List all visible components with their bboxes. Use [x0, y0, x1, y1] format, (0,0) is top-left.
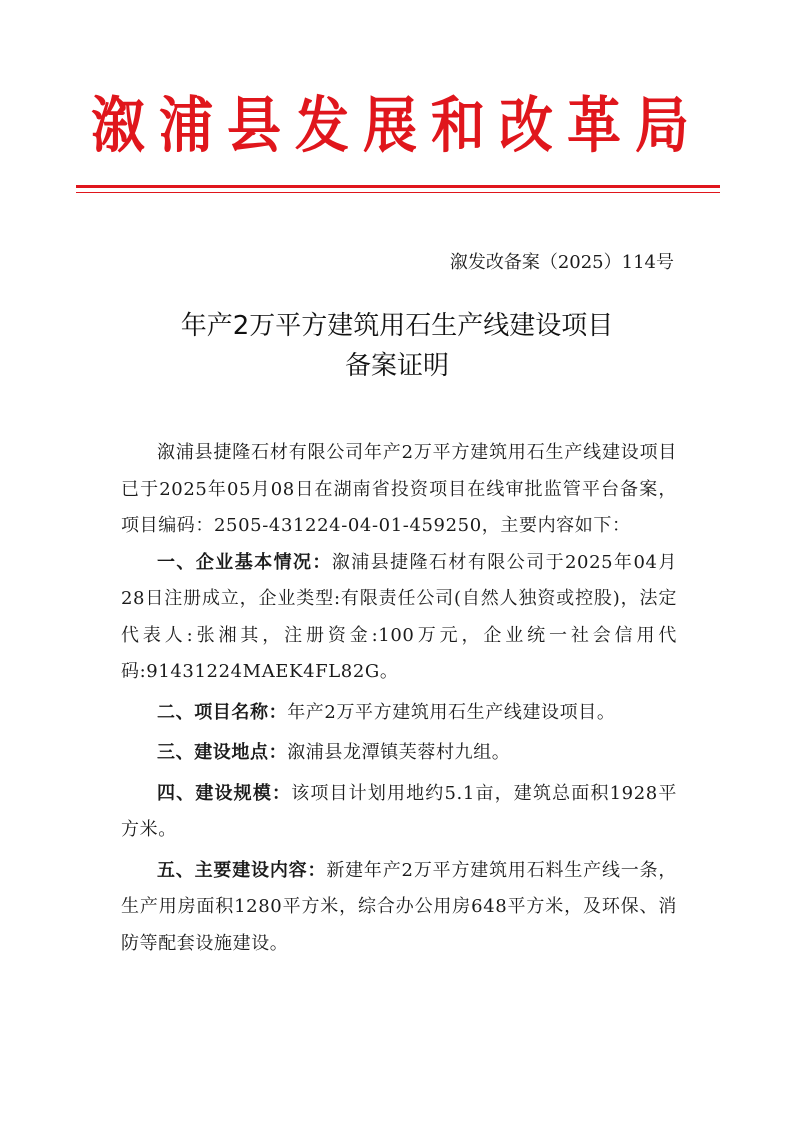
section-text: 溆浦县捷隆石材有限公司于2025年04月28日注册成立，企业类型:有限责任公司(自然人独资或控股)，法定代表人:张湘其，注册资金:100万元，企业统一社会信用代码:91431224MAEK4FL82G。 — [121, 551, 677, 682]
issuing-authority-header: 溆浦县发展和改革局 — [91, 90, 703, 161]
section-location — [121, 735, 677, 772]
document-title-line-1: 年产2万平方建筑用石生产线建设项目 — [180, 311, 614, 341]
section-label: 二、项目名称： — [157, 701, 288, 723]
section-text: 新建年产2万平方建筑用石料生产线一条，生产用房面积1280平方米，综合办公用房648平方米，及环保、消防等配套设施建设。 — [121, 859, 677, 954]
document-title-line-2: 备案证明 — [344, 351, 449, 381]
header-divider-thick — [76, 185, 720, 188]
document-number: 溆发改备案（2025）114号 — [449, 252, 674, 273]
section-main-content — [121, 853, 677, 963]
section-label: 一、企业基本情况： — [157, 551, 332, 573]
section-scale — [121, 776, 677, 849]
intro-paragraph: 溆浦县捷隆石材有限公司年产2万平方建筑用石生产线建设项目已于2025年05月08日在湖南省投资项目在线审批监管平台备案，项目编码：2505-431224-04-01-459250，主要内容如下： — [121, 442, 677, 536]
document-title — [0, 306, 794, 386]
section-label: 五、主要建设内容： — [157, 859, 327, 881]
section-enterprise-info — [121, 545, 677, 691]
section-project-name — [121, 695, 677, 732]
section-text: 该项目计划用地约5.1亩，建筑总面积1928平方米。 — [121, 782, 677, 840]
header-divider-thin — [76, 192, 720, 193]
section-label: 三、建设地点： — [157, 742, 288, 763]
section-text: 溆浦县龙潭镇芙蓉村九组。 — [287, 742, 511, 763]
section-text: 年产2万平方建筑用石生产线建设项目。 — [287, 701, 616, 723]
section-label: 四、建设规模： — [157, 782, 292, 804]
document-body — [121, 435, 677, 962]
